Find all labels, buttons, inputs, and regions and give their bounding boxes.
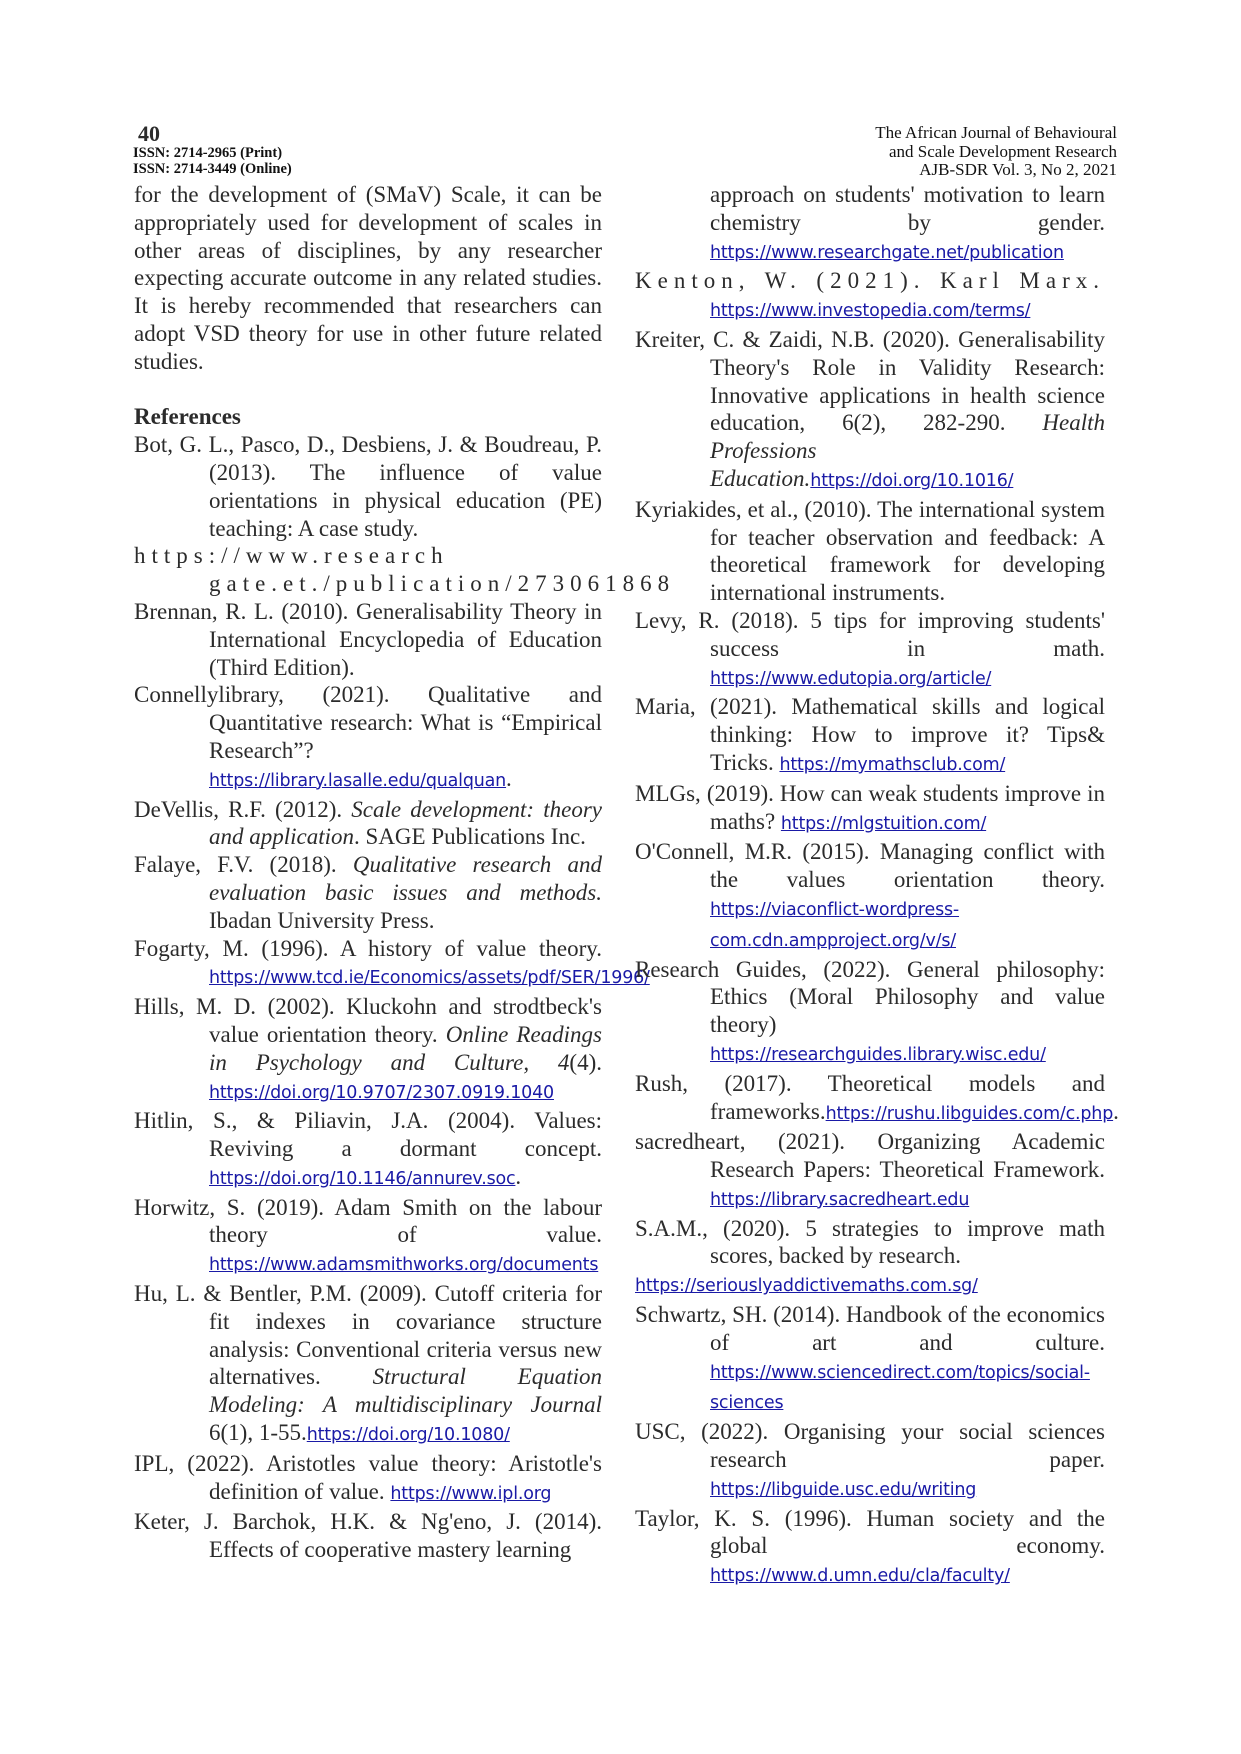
reference-link[interactable]: https://doi.org/10.1080/	[306, 1425, 510, 1446]
issn-print: ISSN: 2714-2965 (Print)	[133, 145, 283, 161]
reference-hu-bentler: Hu, L. & Bentler, P.M. (2009). Cutoff criteria for fit indexes in covariance structure analysis: Conventional criteria versus new alternatives. Structural Equation Modeling: A multidisciplinary Journal 6(1), 1-55.https://doi.org/10.1080/	[134, 1281, 602, 1446]
issn-online: ISSN: 2714-3449 (Online)	[133, 161, 292, 177]
reference-link[interactable]: https://www.sciencedirect.com/topics/social-sciences	[710, 1362, 1090, 1414]
journal-title-line1: The African Journal of Behavioural	[875, 123, 1117, 142]
reference-sam: S.A.M., (2020). 5 strategies to improve math scores, backed by research.	[635, 1215, 1105, 1269]
reference-devellis: DeVellis, R.F. (2012). Scale development: theory and application. SAGE Publications Inc.	[134, 796, 602, 850]
reference-link[interactable]: https://mymathsclub.com/	[779, 754, 1006, 775]
reference-link[interactable]: https://www.edutopia.org/article/	[710, 668, 992, 689]
reference-link[interactable]: https://mlgstuition.com/	[780, 813, 987, 834]
reference-link[interactable]: https://www.ipl.org	[390, 1483, 552, 1504]
reference-sam-url	[635, 1270, 1105, 1301]
reference-bot-url: https://www.research gate.et./publication/273061868	[134, 543, 676, 597]
reference-maria: Maria, (2021). Mathematical skills and logical thinking: How to improve it? Tips& Tricks. https://mymathsclub.com/	[635, 694, 1105, 775]
left-column	[134, 181, 676, 1564]
reference-link[interactable]: https://www.d.umn.edu/cla/faculty/	[710, 1566, 1010, 1587]
reference-ipl: IPL, (2022). Aristotles value theory: Aristotle's definition of value. https://www.ipl.org	[134, 1450, 602, 1504]
reference-link[interactable]: https://researchguides.library.wisc.edu/	[710, 1044, 1046, 1065]
reference-falaye: Falaye, F.V. (2018). Qualitative research and evaluation basic issues and methods. Ibadan University Press.	[134, 852, 602, 933]
reference-connellylibrary: Connellylibrary, (2021). Qualitative and Quantitative research: What is “Empirical Research”? https://library.lasalle.edu/qualquan.	[134, 682, 602, 791]
reference-schwartz: Schwartz, SH. (2014). Handbook of the economics of art and culture. https://www.sciencedirect.com/topics/social-sciences	[635, 1302, 1105, 1414]
reference-horwitz: Horwitz, S. (2019). Adam Smith on the labour theory of value. https://www.adamsmithworks.org/documents	[134, 1194, 602, 1276]
reference-kyriakides: Kyriakides, et al., (2010). The international system for teacher observation and feedback: A theoretical framework for developing international instruments.	[635, 496, 1105, 606]
reference-bot: Bot, G. L., Pasco, D., Desbiens, J. & Boudreau, P. (2013). The influence of value orientations in physical education (PE) teaching: A case study.	[134, 432, 602, 541]
reference-link[interactable]: https://library.lasalle.edu/qualquan	[209, 770, 507, 791]
reference-link[interactable]: https://library.sacredheart.edu	[710, 1189, 970, 1210]
reference-levy: Levy, R. (2018). 5 tips for improving students' success in math. https://www.edutopia.org/article/	[635, 607, 1105, 689]
reference-taylor: Taylor, K. S. (1996). Human society and the global economy. https://www.d.umn.edu/cla/faculty/	[635, 1505, 1105, 1587]
references-heading: References	[134, 404, 241, 430]
reference-kenton: Kenton, W. (2021). Karl Marx. https://www.investopedia.com/terms/	[635, 268, 1105, 322]
issn-block	[133, 145, 292, 177]
reference-hitlin: Hitlin, S., & Piliavin, J.A. (2004). Values: Reviving a dormant concept. https://doi.org/10.1146/annurev.soc.	[134, 1108, 602, 1189]
reference-link[interactable]: https://viaconflict-wordpress-com.cdn.ampproject.org/v/s/	[710, 899, 960, 951]
reference-hills: Hills, M. D. (2002). Kluckohn and strodtbeck's value orientation theory. Online Readings in Psychology and Culture, 4(4). https://doi.org/10.9707/2307.0919.1040	[134, 994, 602, 1103]
reference-usc: USC, (2022). Organising your social sciences research paper. https://libguide.usc.edu/writing	[635, 1419, 1105, 1500]
page-number: 40	[138, 121, 160, 146]
reference-link[interactable]: https://www.adamsmithworks.org/documents	[209, 1255, 599, 1276]
reference-link[interactable]: https://doi.org/10.9707/2307.0919.1040	[209, 1082, 554, 1103]
reference-rush: Rush, (2017). Theoretical models and frameworks.https://rushu.libguides.com/c.php.	[635, 1070, 1119, 1124]
reference-fogarty: Fogarty, M. (1996). A history of value theory. https://www.tcd.ie/Economics/assets/pdf/SER/1996/	[134, 935, 650, 989]
reference-link[interactable]: https://rushu.libguides.com/c.php	[825, 1103, 1114, 1124]
journal-title-line2: and Scale Development Research	[889, 141, 1117, 161]
reference-link[interactable]: https://doi.org/10.1016/	[810, 470, 1014, 491]
reference-keter-continued: approach on students' motivation to learn chemistry by gender. https://www.researchgate.net/publication	[710, 182, 1105, 263]
reference-research-guides: Research Guides, (2022). General philosophy: Ethics (Moral Philosophy and value theory) https://researchguides.library.wisc.edu/	[635, 956, 1105, 1065]
reference-link[interactable]: https://www.investopedia.com/terms/	[710, 301, 1031, 322]
reference-link[interactable]: https://www.researchgate.net/publication	[710, 242, 1064, 263]
reference-brennan: Brennan, R. L. (2010). Generalisability Theory in International Encyclopedia of Education (Third Edition).	[134, 598, 602, 680]
journal-header	[875, 124, 1117, 180]
reference-kreiter: Kreiter, C. & Zaidi, N.B. (2020). Generalisability Theory's Role in Validity Research: Innovative applications in health science education, 6(2), 282-290. Health Professions Education.https://doi.org/10.1016/	[635, 326, 1105, 491]
reference-link[interactable]: https://seriouslyaddictivemaths.com.sg/	[635, 1276, 978, 1297]
reference-oconnell: O'Connell, M.R. (2015). Managing conflict with the values orientation theory. https://viaconflict-wordpress-com.cdn.ampproject.org/v/s/	[635, 839, 1105, 951]
reference-link[interactable]: https://libguide.usc.edu/writing	[710, 1479, 977, 1500]
journal-volume: AJB-SDR Vol. 3, No 2, 2021	[919, 160, 1117, 179]
reference-keter: Keter, J. Barchok, H.K. & Ng'eno, J. (2014). Effects of cooperative mastery learning	[134, 1509, 602, 1563]
right-column	[635, 181, 1119, 1591]
reference-link[interactable]: https://www.tcd.ie/Economics/assets/pdf/SER/1996/	[209, 968, 650, 989]
intro-paragraph: for the development of (SMaV) Scale, it can be appropriately used for development of scales in other areas of disciplines, by any researcher expecting accurate outcome in any related studies. It is hereby recommended that researchers can adopt VSD theory for use in other future related studies.	[134, 182, 602, 374]
reference-mlgs: MLGs, (2019). How can weak students improve in maths? https://mlgstuition.com/	[635, 780, 1105, 834]
reference-sacredheart: sacredheart, (2021). Organizing Academic Research Papers: Theoretical Framework. https://library.sacredheart.edu	[635, 1129, 1105, 1210]
reference-link[interactable]: https://doi.org/10.1146/annurev.soc	[209, 1168, 516, 1189]
